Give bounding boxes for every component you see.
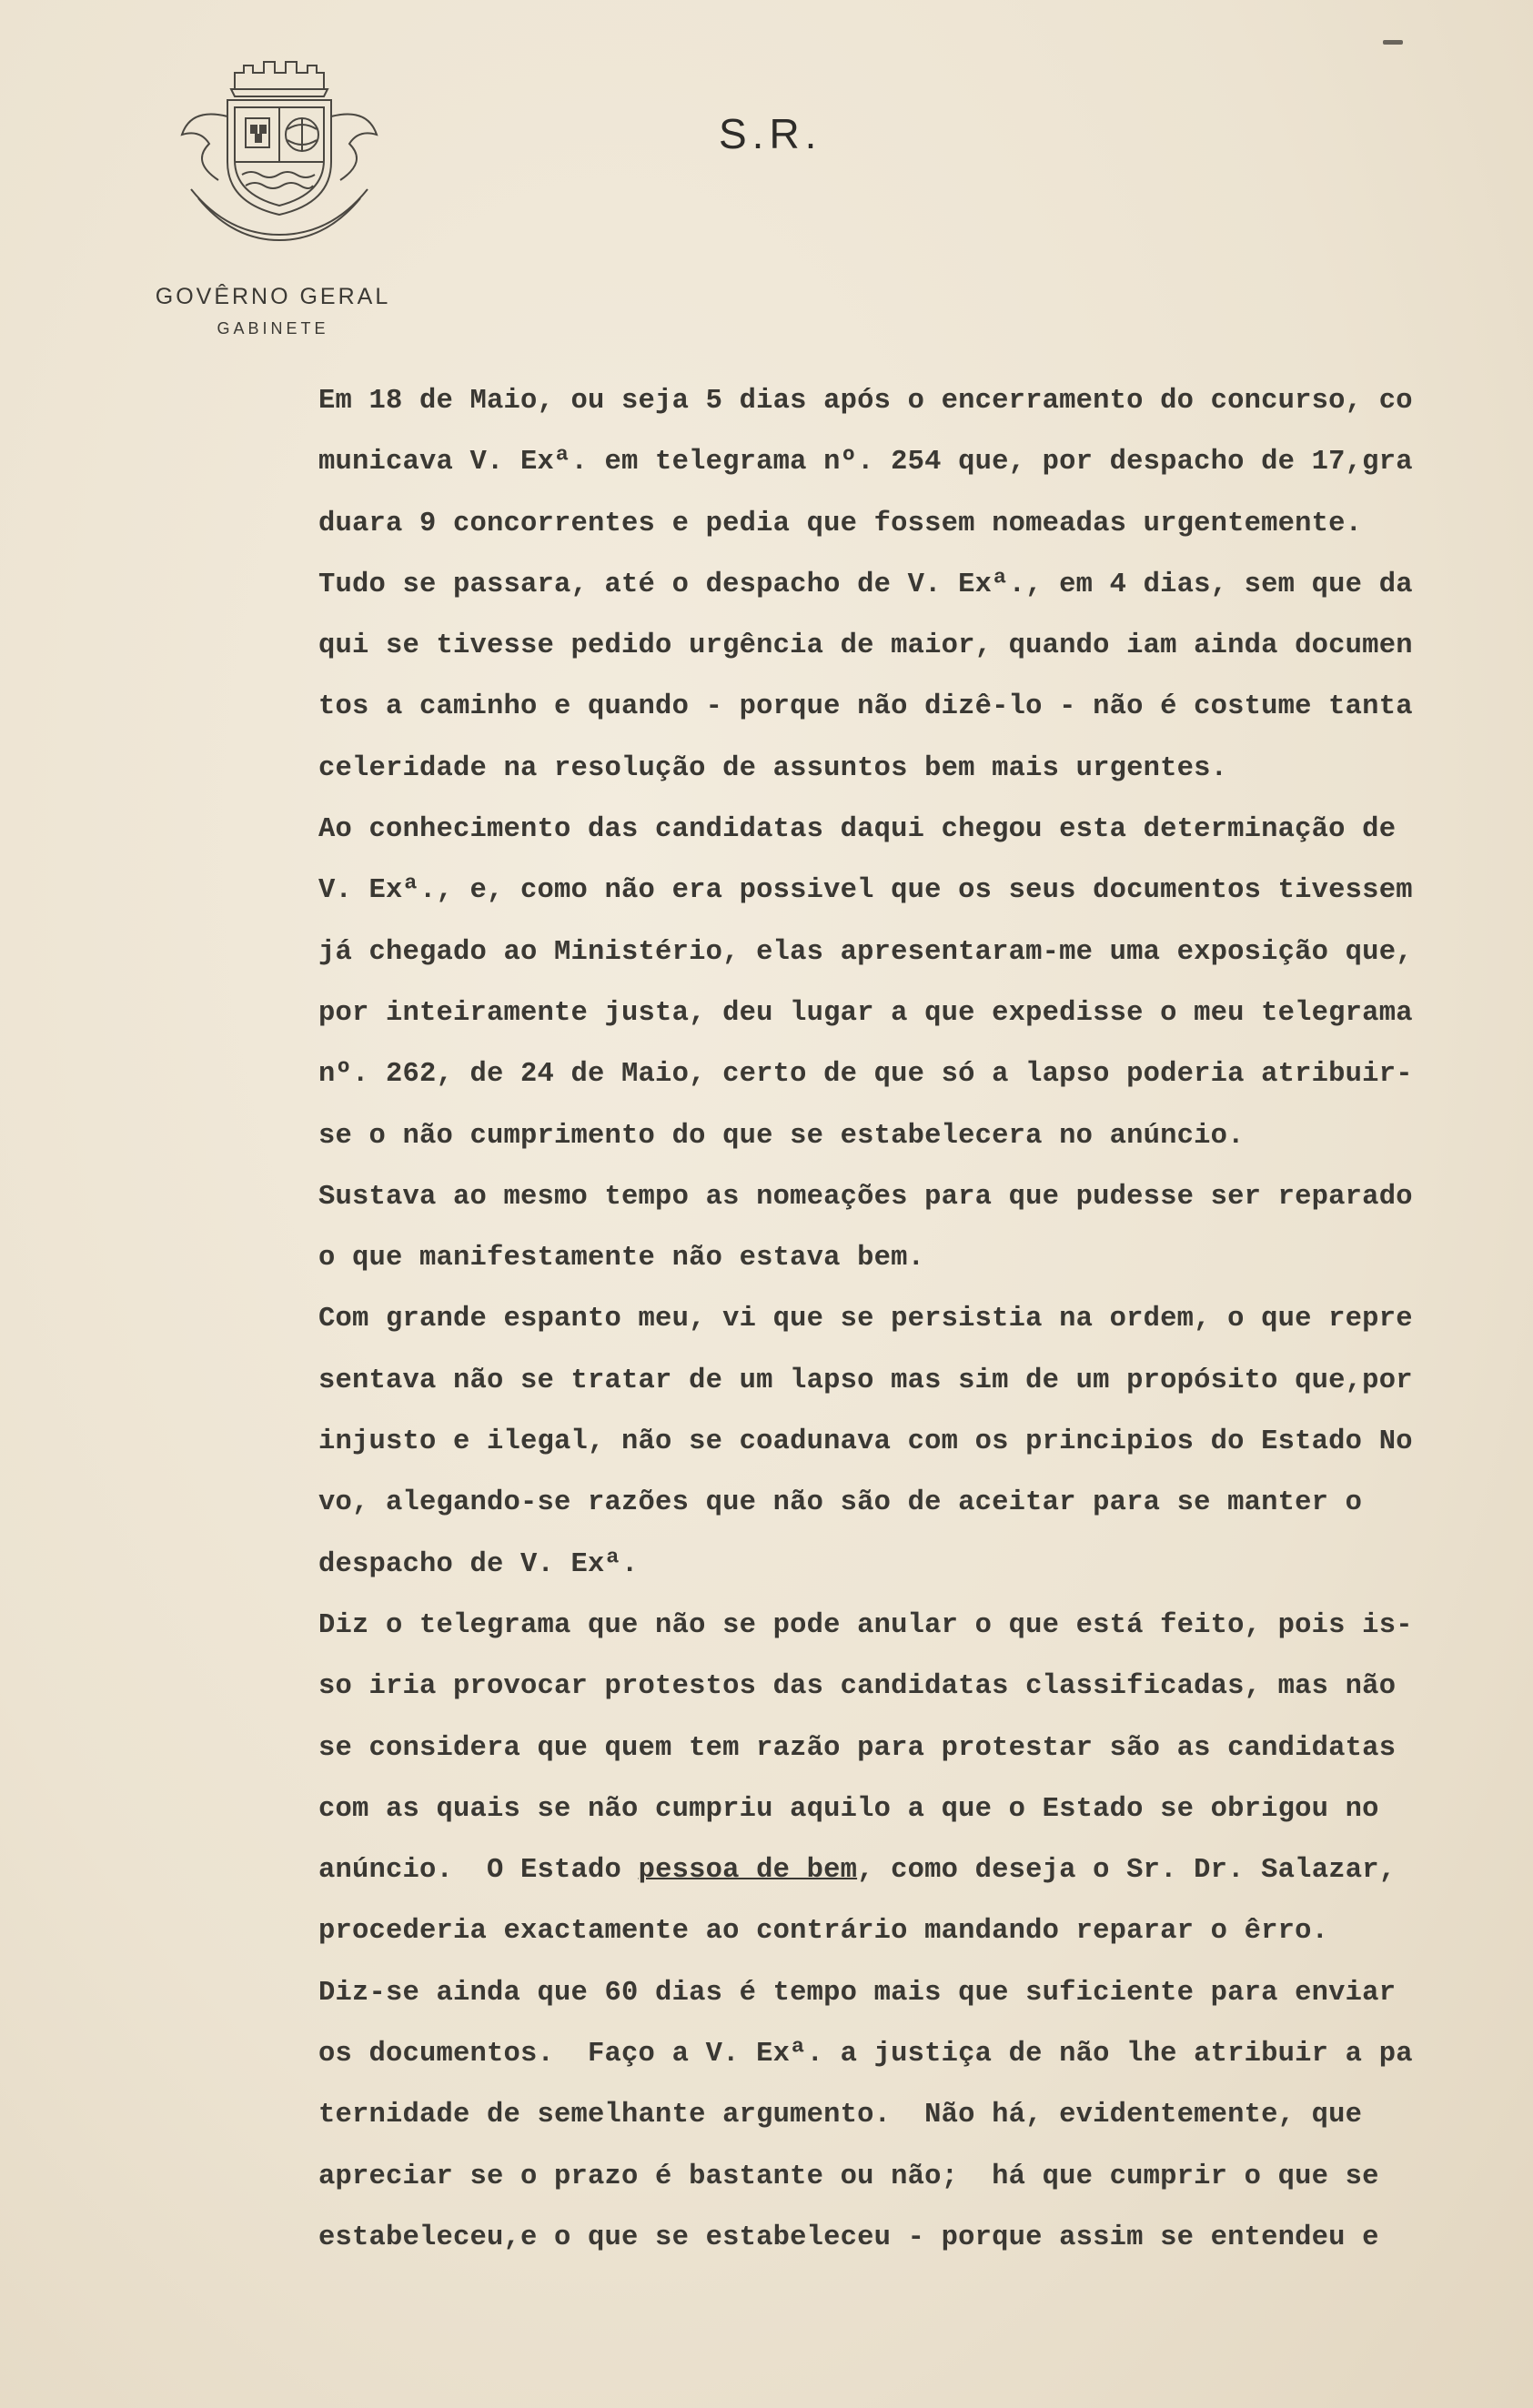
text-line: nº. 262, de 24 de Maio, certo de que só a lapso poderia atribuir-	[318, 1059, 1413, 1091]
text-line: celeridade na resolução de assuntos bem mais urgentes.	[318, 752, 1228, 784]
text-line: Sustava ao mesmo tempo as nomeações para que pudesse ser reparado	[318, 1181, 1413, 1213]
department-name: GABINETE	[217, 319, 329, 338]
reference-mark: S.R.	[719, 110, 822, 157]
text-line: se o não cumprimento do que se estabelecera no anúncio.	[318, 1120, 1245, 1152]
text-line: anúncio. O Estado pessoa de bem, como deseja o Sr. Dr. Salazar,	[318, 1855, 1397, 1887]
text-line: injusto e ilegal, não se coadunava com os principios do Estado No	[318, 1426, 1413, 1458]
text-line: municava V. Exª. em telegrama nº. 254 que, por despacho de 17,gra	[318, 447, 1413, 479]
text-line: sentava não se tratar de um lapso mas sim de um propósito que,por	[318, 1365, 1413, 1396]
text-line: vo, alegando-se razões que não são de aceitar para se manter o	[318, 1487, 1363, 1519]
text-line: os documentos. Faço a V. Exª. a justiça de não lhe atribuir a pa	[318, 2039, 1413, 2070]
organization-name: GOVÊRNO GERAL	[155, 284, 391, 309]
text-line: V. Exª., e, como não era possivel que os seus documentos tivessem	[318, 875, 1413, 907]
text-line: Diz-se ainda que 60 dias é tempo mais que suficiente para enviar	[318, 1977, 1397, 2009]
text-line: estabeleceu,e o que se estabeleceu - porque assim se entendeu e	[318, 2222, 1379, 2253]
text-line: qui se tivesse pedido urgência de maior, quando iam ainda documen	[318, 630, 1413, 662]
text-line: Com grande espanto meu, vi que se persistia na ordem, o que repre	[318, 1304, 1413, 1335]
text-line: com as quais se não cumpriu aquilo a que o Estado se obrigou no	[318, 1793, 1379, 1825]
text-line: o que manifestamente não estava bem.	[318, 1243, 925, 1275]
text-line: Tudo se passara, até o despacho de V. Exª., em 4 dias, sem que da	[318, 569, 1413, 600]
text-line: se considera que quem tem razão para protestar são as candidatas	[318, 1732, 1397, 1764]
text-line: duara 9 concorrentes e pedia que fossem nomeadas urgentemente.	[318, 508, 1363, 539]
text-line: já chegado ao Ministério, elas apresentaram-me uma exposição que,	[318, 936, 1413, 968]
text-line: procederia exactamente ao contrário mandando reparar o êrro.	[318, 1916, 1329, 1948]
text-line: por inteiramente justa, deu lugar a que expedisse o meu telegrama	[318, 997, 1413, 1029]
coat-of-arms-seal	[155, 53, 400, 244]
text-line: Ao conhecimento das candidatas daqui chegou esta determinação de	[318, 814, 1397, 846]
letter-body	[318, 371, 1506, 2269]
text-line: tos a caminho e quando - porque não dizê-lo - não é costume tanta	[318, 691, 1413, 723]
text-line: apreciar se o prazo é bastante ou não; há que cumprir o que se	[318, 2161, 1379, 2192]
text-line: despacho de V. Exª.	[318, 1548, 639, 1580]
text-line: so iria provocar protestos das candidatas classificadas, mas não	[318, 1671, 1397, 1703]
text-line: Em 18 de Maio, ou seja 5 dias após o encerramento do concurso, co	[318, 386, 1413, 417]
text-line: Diz o telegrama que não se pode anular o que está feito, pois is-	[318, 1609, 1413, 1641]
underlined-phrase: pessoa de bem	[638, 1855, 858, 1887]
letterhead	[136, 284, 409, 338]
ink-mark	[1383, 40, 1403, 45]
text-line: ternidade de semelhante argumento. Não há, evidentemente, que	[318, 2100, 1363, 2131]
